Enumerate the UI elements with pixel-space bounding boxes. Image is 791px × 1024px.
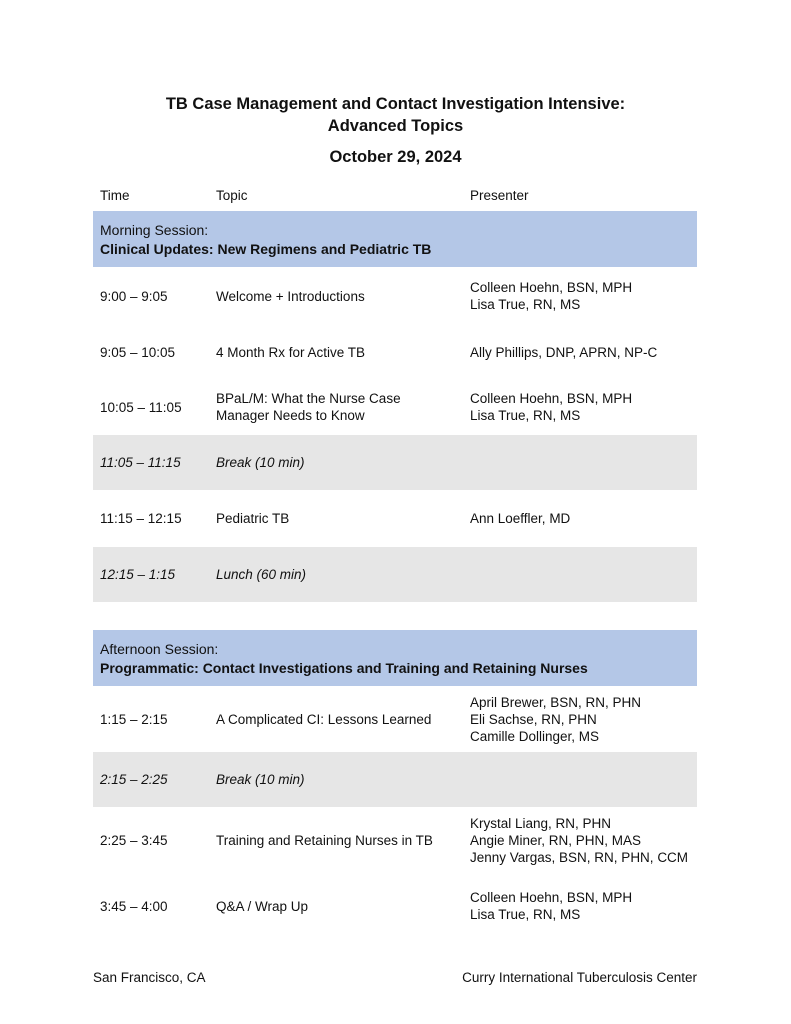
schedule-row (93, 808, 697, 872)
row-topic: A Complicated CI: Lessons Learned (216, 711, 432, 727)
schedule-row (93, 268, 697, 324)
schedule-row (93, 491, 697, 546)
row-presenter: Lisa True, RN, MS (470, 297, 581, 312)
column-header-topic: Topic (216, 188, 248, 203)
row-topic: Break (10 min) (216, 772, 305, 787)
row-time: 9:00 – 9:05 (100, 288, 168, 304)
event-date: October 29, 2024 (329, 148, 462, 166)
row-topic: Training and Retaining Nurses in TB (216, 832, 433, 848)
row-time: 3:45 – 4:00 (100, 898, 168, 914)
row-presenter: Eli Sachse, RN, PHN (470, 711, 597, 727)
session-title: Clinical Updates: New Regimens and Pediatric TB (100, 241, 432, 257)
row-topic: Lunch (60 min) (216, 567, 307, 582)
row-presenter: Lisa True, RN, MS (470, 408, 581, 423)
row-presenter: Colleen Hoehn, BSN, MPH (470, 391, 633, 406)
schedule-row (93, 687, 697, 751)
schedule-row (93, 380, 697, 434)
session-label: Morning Session: (100, 222, 209, 238)
schedule-row-break (93, 752, 697, 807)
schedule-row-break (93, 547, 697, 602)
session-header-afternoon (93, 630, 697, 686)
row-topic: Break (10 min) (216, 455, 305, 470)
footer-location: San Francisco, CA (93, 970, 206, 985)
row-presenter: Angie Miner, RN, PHN, MAS (470, 832, 642, 848)
row-topic: 4 Month Rx for Active TB (216, 344, 366, 360)
schedule-row-break (93, 435, 697, 490)
session-title: Programmatic: Contact Investigations and Training and Retaining Nurses (100, 660, 588, 676)
column-headers (93, 188, 697, 208)
schedule-row (93, 324, 697, 380)
footer-organization: Curry International Tuberculosis Center (462, 970, 697, 985)
row-time: 12:15 – 1:15 (100, 567, 176, 582)
row-topic: BPaL/M: What the Nurse Case (216, 391, 401, 406)
document-title: TB Case Management and Contact Investigation Intensive: (165, 95, 626, 113)
column-header-presenter: Presenter (470, 188, 529, 203)
schedule-row (93, 878, 697, 934)
row-time: 10:05 – 11:05 (100, 399, 182, 415)
row-presenter: Colleen Hoehn, BSN, MPH (470, 280, 633, 295)
row-presenter: Colleen Hoehn, BSN, MPH (470, 890, 633, 905)
row-presenter: Jenny Vargas, BSN, RN, PHN, CCM (470, 849, 689, 865)
row-presenter: Camille Dollinger, MS (470, 728, 600, 744)
row-time: 11:15 – 12:15 (100, 511, 182, 526)
row-topic: Pediatric TB (216, 511, 290, 526)
row-presenter: Ann Loeffler, MD (470, 511, 571, 526)
row-time: 1:15 – 2:15 (100, 711, 168, 727)
row-presenter: Krystal Liang, RN, PHN (470, 815, 612, 831)
row-time: 2:25 – 3:45 (100, 832, 168, 848)
row-topic: Welcome + Introductions (216, 288, 365, 304)
column-header-time: Time (100, 188, 130, 203)
row-presenter: April Brewer, BSN, RN, PHN (470, 694, 642, 710)
row-topic: Manager Needs to Know (216, 408, 365, 423)
row-topic: Q&A / Wrap Up (216, 898, 309, 914)
document-subtitle: Advanced Topics (327, 117, 464, 135)
row-time: 9:05 – 10:05 (100, 344, 176, 360)
session-label: Afternoon Session: (100, 641, 219, 657)
row-time: 2:15 – 2:25 (100, 772, 168, 787)
row-presenter: Ally Phillips, DNP, APRN, NP-C (470, 344, 658, 360)
row-presenter: Lisa True, RN, MS (470, 907, 581, 922)
row-time: 11:05 – 11:15 (100, 455, 181, 470)
session-header-morning (93, 211, 697, 267)
